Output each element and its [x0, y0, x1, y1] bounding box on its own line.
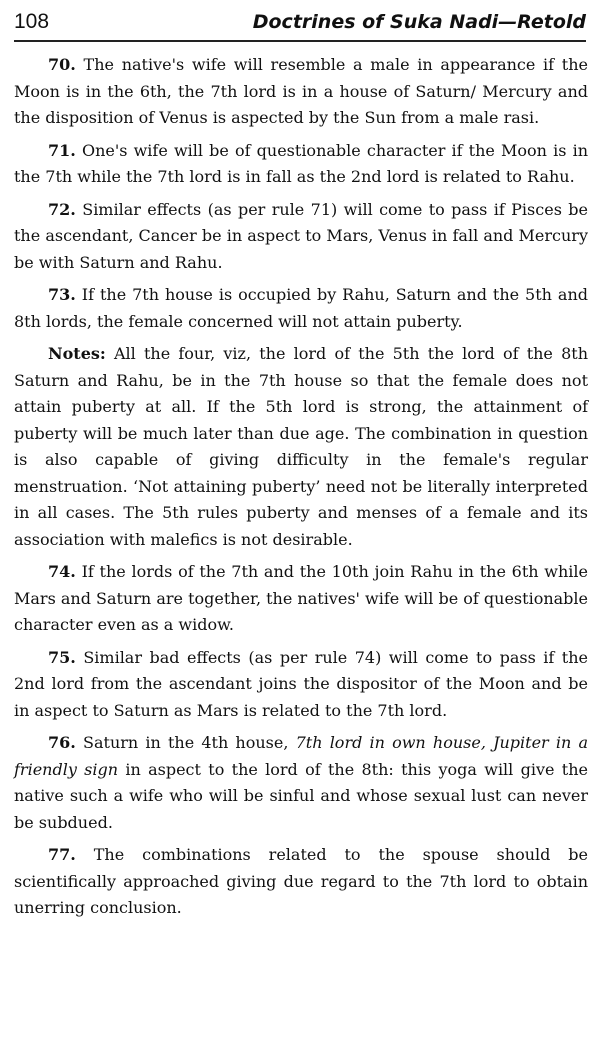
rule-74 — [14, 559, 588, 639]
page-number: 108 — [14, 10, 50, 33]
rule-number: 74. — [48, 562, 76, 581]
rule-number: 70. — [48, 55, 76, 74]
rule-number: 76. — [48, 733, 76, 752]
rule-text: The combinations related to the spouse should be scientifically approached giving due regard to the 7th lord to obtain unerring conclusion. — [14, 845, 588, 917]
rule-italic-text: 7th lord in own house, Jupiter in a friendly sign — [14, 733, 589, 779]
page-body — [14, 52, 588, 928]
rule-text: in aspect to the lord of the 8th: this yoga will give the native such a wife who will be sinful and whose sexual lust can never be subdued. — [14, 759, 588, 832]
rule-text: The native's wife will resemble a male in appearance if the Moon is in the 6th, the 7th lord is in a house of Saturn/ Mercury and the disposition of Venus is aspected by the Sun from a male rasi. — [14, 55, 588, 127]
rule-number: 72. — [48, 199, 76, 219]
rule-text: One's wife will be of questionable character if the Moon is in the 7th while the 7th lord is in fall as the 2nd lord is related to Rahu. — [14, 140, 588, 186]
rule-77 — [14, 842, 588, 922]
rule-71 — [14, 138, 588, 191]
rule-text: Similar bad effects (as per rule 74) will come to pass if the 2nd lord from the ascendant joins the dispositor of the Moon and be in aspect to Saturn as Mars is related to the 7th lord. — [14, 647, 588, 720]
running-title: Doctrines of Suka Nadi—Retold — [252, 11, 586, 33]
rule-number: 73. — [48, 285, 76, 304]
rule-72 — [14, 197, 588, 277]
rule-text: If the lords of the 7th and the 10th join Rahu in the 6th while Mars and Saturn are together, the natives' wife will be of questionable character even as a widow. — [14, 562, 588, 634]
page-header — [14, 4, 586, 42]
rule-text: Similar effects (as per rule 71) will come to pass if Pisces be the ascendant, Cancer be in aspect to Mars, Venus in fall and Mercury be with Saturn and Rahu. — [14, 199, 588, 272]
notes-label: Notes: — [48, 344, 106, 363]
rule-76 — [14, 730, 588, 836]
rule-73 — [14, 282, 588, 335]
rule-number: 77. — [48, 845, 76, 864]
notes-text: All the four, viz, the lord of the 5th the lord of the 8th Saturn and Rahu, be in the 7th house so that the female does not attain puberty at all. If the 5th lord is strong, the attainment of puberty will be much later than due age. The combination in question is also capable of giving difficulty in the female's regular menstruation. ‘Not attaining puberty’ need not be literally interpreted in all cases. The 5th rules puberty and menses of a female and its association with malefics is not desirable. — [14, 344, 588, 549]
notes-paragraph — [14, 341, 588, 553]
rule-number: 71. — [48, 140, 76, 160]
rule-70 — [14, 52, 588, 132]
rule-text: If the 7th house is occupied by Rahu, Saturn and the 5th and 8th lords, the female concerned will not attain puberty. — [14, 285, 588, 331]
rule-number: 75. — [48, 647, 76, 667]
rule-75 — [14, 645, 588, 725]
rule-text: Saturn in the 4th house, — [75, 733, 296, 752]
